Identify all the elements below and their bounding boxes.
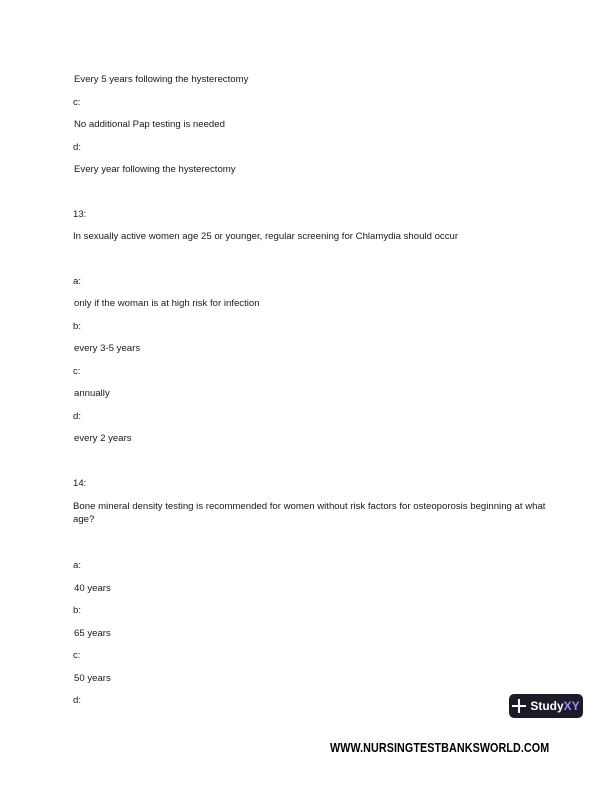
badge-brand [530, 699, 579, 713]
q14-option-b-text: 65 years [74, 628, 111, 639]
q12-option-c-label: c: [73, 97, 81, 108]
q12-option-c-text: No additional Pap testing is needed [74, 119, 225, 130]
q14-option-c-text: 50 years [74, 673, 111, 684]
q13-option-b-text: every 3-5 years [74, 343, 141, 354]
q13-option-a-text: only if the woman is at high risk for infection [74, 298, 260, 309]
badge-brand-main: Study [530, 699, 564, 713]
q13-option-c-label: c: [73, 366, 81, 377]
q13-question: In sexually active women age 25 or younger, regular screening for Chlamydia should occur [73, 231, 459, 242]
q13-number: 13: [73, 209, 87, 220]
q12-option-d-text: Every year following the hysterectomy [74, 164, 236, 175]
q13-option-b-label: b: [73, 321, 82, 332]
q12-option-b-text: Every 5 years following the hysterectomy [74, 74, 249, 85]
q13-option-d-text: every 2 years [74, 433, 132, 444]
q13-option-d-label: d: [73, 411, 82, 422]
q14-question: Bone mineral density testing is recommended for women without risk factors for osteoporosis beginning at what age? [73, 501, 546, 525]
plus-icon [512, 699, 526, 713]
q13-option-a-label: a: [73, 276, 82, 287]
q14-number: 14: [73, 478, 87, 489]
q12-option-d-label: d: [73, 142, 82, 153]
studyxy-badge[interactable] [509, 694, 583, 718]
badge-brand-accent: XY [563, 699, 580, 713]
q13-option-c-text: annually [74, 388, 110, 399]
q14-option-a-label: a: [73, 560, 82, 571]
q14-option-c-label: c: [73, 650, 81, 661]
q14-option-a-text: 40 years [74, 583, 111, 594]
q14-option-b-label: b: [73, 605, 82, 616]
footer-url[interactable]: WWW.NURSINGTESTBANKSWORLD.COM [330, 741, 550, 755]
q14-option-d-label: d: [73, 695, 82, 706]
